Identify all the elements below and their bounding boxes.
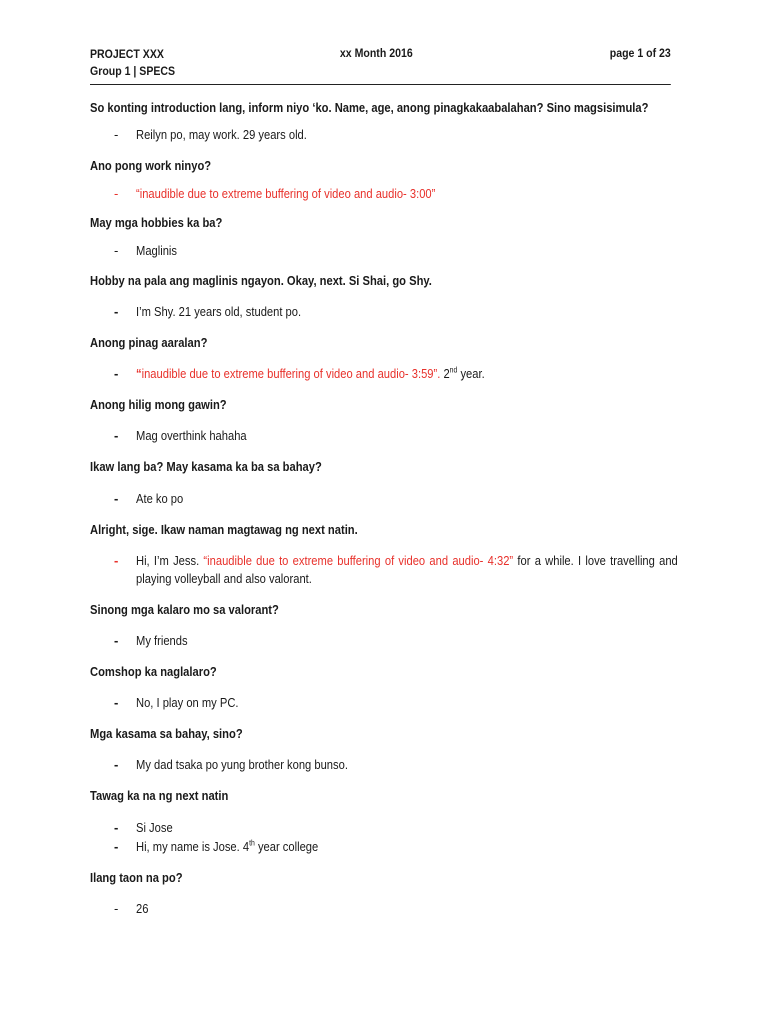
intro-text: Hi, I’m Jess. (136, 553, 200, 568)
group-label: Group 1 | SPECS (90, 64, 176, 78)
bullet-dash: - (114, 243, 119, 258)
bullet-dash: - (114, 366, 119, 381)
question-3: May mga hobbies ka ba? (90, 215, 223, 230)
answer-text: I’m Shy. 21 years old, student po. (136, 304, 302, 319)
inaudible-note: “inaudible due to extreme buffering of video and audio- 4:32” (203, 553, 514, 568)
answer-text: Si Jose (136, 820, 173, 835)
question-6: Anong hilig mong gawin? (90, 397, 227, 412)
bullet-dash: - (114, 757, 119, 772)
question-2: Ano pong work ninyo? (90, 158, 212, 173)
bullet-dash: - (114, 304, 119, 319)
intro-text: Hi, my name is Jose. 4 (136, 839, 250, 854)
open-quote: “ (136, 366, 142, 381)
answer-text: “inaudible due to extreme buffering of video and audio- 3:00” (136, 186, 436, 201)
answer-text: Ate ko po (136, 491, 184, 506)
question-7: Ikaw lang ba? May kasama ka ba sa bahay? (90, 459, 322, 474)
question-12: Tawag ka na ng next natin (90, 788, 229, 803)
answer-text: Mag overthink hahaha (136, 428, 247, 443)
answer-text: My friends (136, 633, 188, 648)
answer-text: 26 (136, 901, 149, 916)
answer-text: My dad tsaka po yung brother kong bunso. (136, 757, 348, 772)
ordinal-suffix: th (249, 838, 255, 848)
question-5: Anong pinag aaralan? (90, 335, 208, 350)
bullet-dash: - (114, 633, 119, 648)
bullet-dash: - (114, 127, 119, 142)
header-date: xx Month 2016 (339, 46, 413, 60)
bullet-dash: - (114, 839, 119, 854)
answer-text (136, 365, 678, 383)
question-1: So konting introduction lang, inform niyo ‘ko. Name, age, anong pinagkakaabalahan? Sino magsisimula? (90, 100, 649, 115)
ordinal-suffix: nd (449, 365, 458, 375)
question-11: Mga kasama sa bahay, sino? (90, 726, 243, 741)
bullet-dash: - (114, 695, 119, 710)
year-number: 2 (443, 366, 450, 381)
inaudible-note: inaudible due to extreme buffering of video and audio- 3:59”. (141, 366, 441, 381)
project-name: PROJECT XXX (90, 47, 164, 61)
answer-text (136, 552, 678, 588)
question-4: Hobby na pala ang maglinis ngayon. Okay, next. Si Shai, go Shy. (90, 273, 432, 288)
question-13: Ilang taon na po? (90, 870, 183, 885)
page-number: page 1 of 23 (609, 46, 671, 60)
header-left (90, 46, 175, 80)
question-10: Comshop ka naglalaro? (90, 664, 217, 679)
answer-text: Reilyn po, may work. 29 years old. (136, 127, 307, 142)
year-word: year. (460, 366, 485, 381)
bullet-dash: - (114, 553, 119, 568)
continuation-text: for a while. I love travelling and playing volleyball and also valorant. (136, 553, 678, 586)
page-header (90, 44, 671, 85)
bullet-dash: - (114, 491, 119, 506)
bullet-dash: - (114, 428, 119, 443)
continuation-text: year college (257, 839, 319, 854)
question-9: Sinong mga kalaro mo sa valorant? (90, 602, 279, 617)
answer-text (136, 838, 678, 856)
answer-text: No, I play on my PC. (136, 695, 239, 710)
bullet-dash: - (114, 186, 119, 201)
bullet-dash: - (114, 820, 119, 835)
question-8: Alright, sige. Ikaw naman magtawag ng next natin. (90, 522, 358, 537)
bullet-dash: - (114, 901, 119, 916)
answer-text: Maglinis (136, 243, 178, 258)
